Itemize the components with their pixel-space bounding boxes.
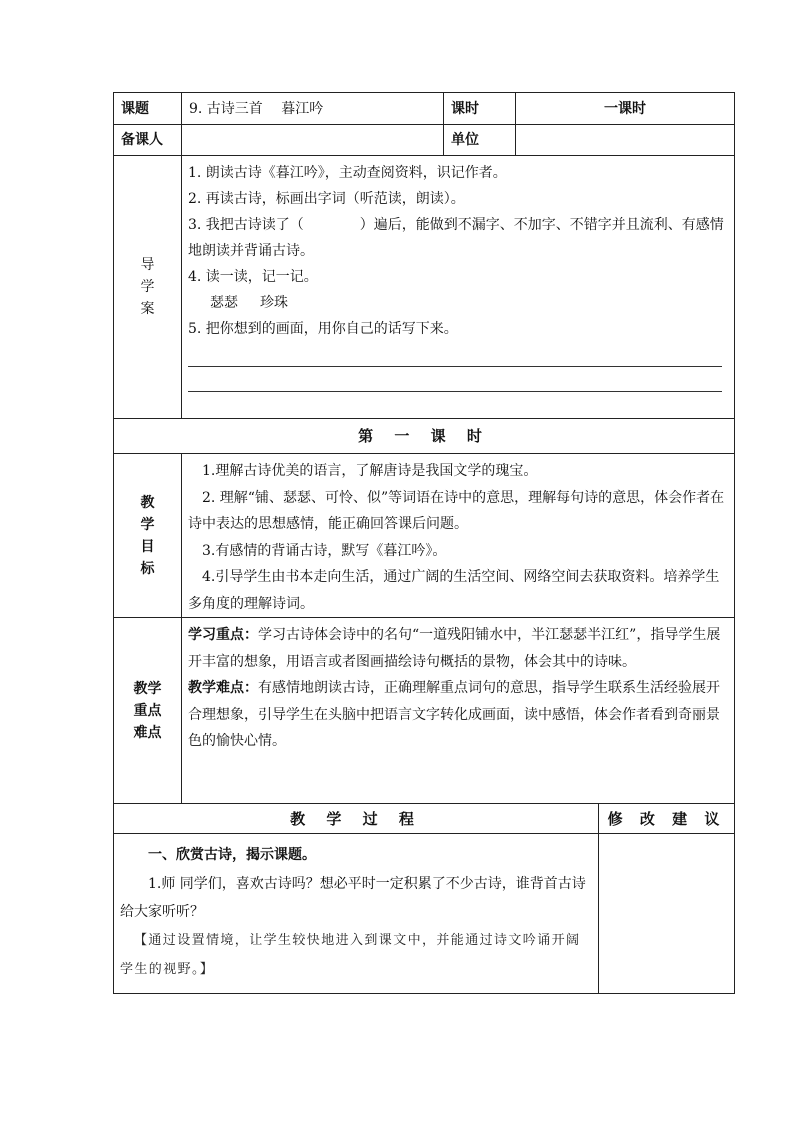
guide-item: 4. 读一读，记一记。 — [188, 269, 318, 285]
focus-label — [114, 618, 182, 804]
focus-content — [182, 618, 735, 804]
key-point — [188, 622, 728, 675]
guide-item: 2. 再读古诗，标画出字词（听范读，朗读）。 — [188, 191, 465, 207]
guide-item: 3. 我把古诗读了（ ）遍后，能做到不漏字、不加字、不错字并且流利、有感情地朗读并背诵古诗。 — [188, 217, 724, 259]
goals-label-text: 教 学 目 标 — [140, 494, 155, 577]
suggestion-cell[interactable] — [599, 834, 735, 994]
goals-label — [114, 454, 182, 618]
topic-value: 9. 古诗三首 暮江吟 — [182, 93, 444, 125]
process-heading: 一、欣赏古诗，揭示课题。 — [148, 847, 316, 863]
process-note: 【通过设置情境，让学生较快地进入到课文中，并能通过诗文吟诵开阔学生的视野。】 — [120, 933, 581, 977]
guide-content — [182, 156, 735, 419]
key-point-label: 学习重点： — [188, 627, 258, 643]
process-content — [114, 834, 599, 994]
focus-row — [114, 618, 735, 804]
goal-item: 2. 理解“铺、瑟瑟、可怜、似”等词语在诗中的意思，理解每句诗的意思，体会作者在诗中表达的思想感情，能正确回答课后问题。 — [188, 489, 725, 532]
unit-value[interactable] — [516, 125, 735, 156]
topic-label: 课题 — [114, 93, 182, 125]
lesson-title: 第 一 课 时 — [114, 419, 735, 454]
lesson-plan-page — [113, 92, 734, 994]
guide-row — [114, 156, 735, 419]
lesson-title-row — [114, 419, 735, 454]
process-row — [114, 834, 735, 994]
process-text: 1.师 同学们，喜欢古诗吗？想必平时一定积累了不少古诗，谁背首古诗给大家听听？ — [120, 876, 586, 920]
key-point-text: 学习古诗体会诗中的名句“一道残阳铺水中，半江瑟瑟半江红”，指导学生展开丰富的想象，用语言或者图画描绘诗句概括的景物，体会其中的诗味。 — [188, 627, 721, 670]
guide-label-text: 导 学 案 — [140, 257, 155, 317]
topic-row — [114, 93, 735, 125]
focus-label-text: 教学 重点 难点 — [133, 680, 162, 741]
process-title: 教 学 过 程 — [114, 804, 599, 834]
vocab-word: 瑟瑟 — [210, 295, 238, 311]
lesson-plan-table — [113, 92, 735, 994]
period-label: 课时 — [444, 93, 516, 125]
goals-row — [114, 454, 735, 618]
guide-item: 1. 朗读古诗《暮江吟》，主动查阅资料，识记作者。 — [188, 165, 507, 181]
suggestion-title: 修 改 建 议 — [599, 804, 735, 834]
guide-label — [114, 156, 182, 419]
guide-item: 5. 把你想到的画面，用你自己的话写下来。 — [188, 321, 458, 337]
vocab-word: 珍珠 — [260, 295, 288, 311]
period-value: 一课时 — [516, 93, 735, 125]
preparer-value[interactable] — [182, 125, 444, 156]
preparer-label: 备课人 — [114, 125, 182, 156]
preparer-row — [114, 125, 735, 156]
difficulty-point — [188, 675, 728, 755]
process-header-row — [114, 804, 735, 834]
unit-label: 单位 — [444, 125, 516, 156]
goal-item: 1.理解古诗优美的语言，了解唐诗是我国文学的瑰宝。 — [202, 463, 538, 479]
vocab-line — [188, 290, 728, 316]
answer-line[interactable] — [188, 367, 722, 392]
goals-content — [182, 454, 735, 618]
goal-item: 4.引导学生由书本走向生活，通过广阔的生活空间、网络空间去获取资料。培养学生多角度的理解诗词。 — [188, 569, 720, 612]
difficulty-text: 有感情地朗读古诗，正确理解重点词句的意思，指导学生联系生活经验展开合理想象，引导学生在头脑中把语言文字转化成画面，读中感悟，体会作者看到奇丽景色的愉快心情。 — [188, 680, 720, 749]
goal-item: 3.有感情的背诵古诗，默写《暮江吟》。 — [202, 542, 447, 559]
difficulty-label: 教学难点： — [188, 680, 258, 696]
answer-line[interactable] — [188, 342, 722, 367]
